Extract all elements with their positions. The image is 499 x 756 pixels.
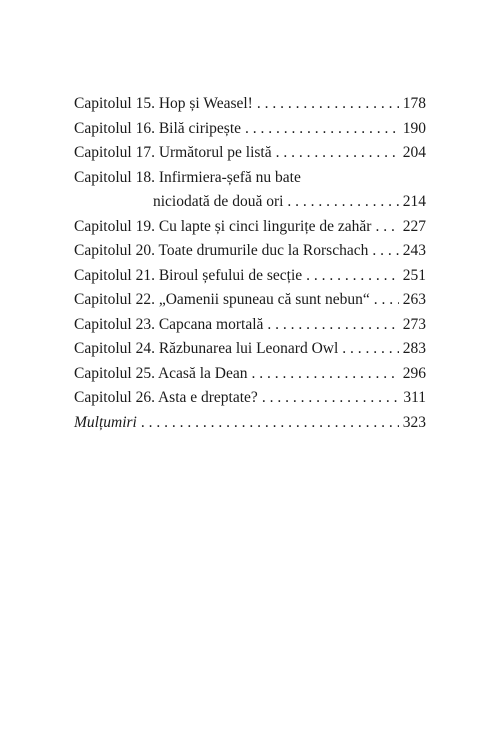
toc-entry-page: 227 [402, 217, 426, 235]
toc-entry-page: 214 [402, 193, 426, 210]
toc-entry-title: Capitolul 15. Hop și Weasel! [74, 95, 253, 112]
toc-entry-page: 204 [402, 144, 426, 161]
toc-entry-chapter-15 [74, 92, 426, 117]
dot-leader [342, 337, 398, 362]
dot-leader [141, 411, 399, 436]
dot-leader [287, 190, 398, 215]
toc-entry-chapter-26 [74, 386, 426, 411]
toc-entry-title: Capitolul 22. „Oamenii spuneau că sunt nebun“ [74, 291, 370, 308]
toc-entry-chapter-25 [74, 362, 426, 387]
toc-entry-title-line2: niciodată de două ori [153, 193, 284, 210]
toc-entry-page: 251 [402, 266, 426, 284]
toc-entry-title-line1: Capitolul 18. Infirmiera-șefă nu bate [74, 168, 301, 186]
toc-entry-page: 190 [402, 119, 426, 137]
toc-entry-page: 296 [402, 364, 426, 382]
toc-entry-title: Capitolul 23. Capcana mortală [74, 315, 264, 333]
dot-leader [306, 264, 399, 289]
toc-entry-title: Capitolul 17. Următorul pe listă [74, 144, 272, 161]
toc-entry-page: 323 [402, 413, 426, 431]
dot-leader [276, 141, 399, 166]
toc-entry-title: Capitolul 19. Cu lapte și cinci lingurițe de zahăr [74, 217, 372, 235]
toc-entry-page: 283 [402, 340, 426, 357]
dot-leader [374, 288, 399, 313]
toc-entry-chapter-18 [74, 166, 426, 215]
toc-entry-title: Capitolul 26. Asta e dreptate? [74, 389, 258, 406]
toc-entry-page: 311 [403, 389, 426, 406]
toc-entry-title: Capitolul 25. Acasă la Dean [74, 364, 248, 382]
dot-leader [372, 239, 398, 264]
dot-leader [375, 215, 398, 240]
dot-leader [251, 362, 398, 387]
dot-leader [262, 386, 400, 411]
toc-entry-chapter-17 [74, 141, 426, 166]
toc-entry-page: 273 [402, 315, 426, 333]
toc-entry-title: Capitolul 20. Toate drumurile duc la Rorschach [74, 242, 369, 259]
toc-entry-page: 243 [402, 242, 426, 259]
toc-entry-page: 178 [402, 95, 426, 112]
toc-entry-chapter-16 [74, 117, 426, 142]
dot-leader [267, 313, 398, 338]
toc-entry-chapter-23 [74, 313, 426, 338]
toc-entry-page: 263 [402, 291, 426, 308]
toc-entry-chapter-21 [74, 264, 426, 289]
dot-leader [257, 92, 399, 117]
toc-entry-chapter-24 [74, 337, 426, 362]
toc-entry-chapter-22 [74, 288, 426, 313]
dot-leader [245, 117, 399, 142]
toc-entry-title: Mulțumiri [74, 413, 137, 431]
toc-entry-title: Capitolul 24. Răzbunarea lui Leonard Owl [74, 340, 339, 357]
toc-entry-chapter-19 [74, 215, 426, 240]
toc-entry-acknowledgements [74, 411, 426, 436]
toc-entry-title: Capitolul 21. Biroul șefului de secție [74, 266, 303, 284]
toc-entry-title-line2-row [74, 190, 426, 215]
table-of-contents [74, 92, 426, 435]
toc-entry-title: Capitolul 16. Bilă ciripește [74, 119, 242, 137]
toc-entry-chapter-20 [74, 239, 426, 264]
